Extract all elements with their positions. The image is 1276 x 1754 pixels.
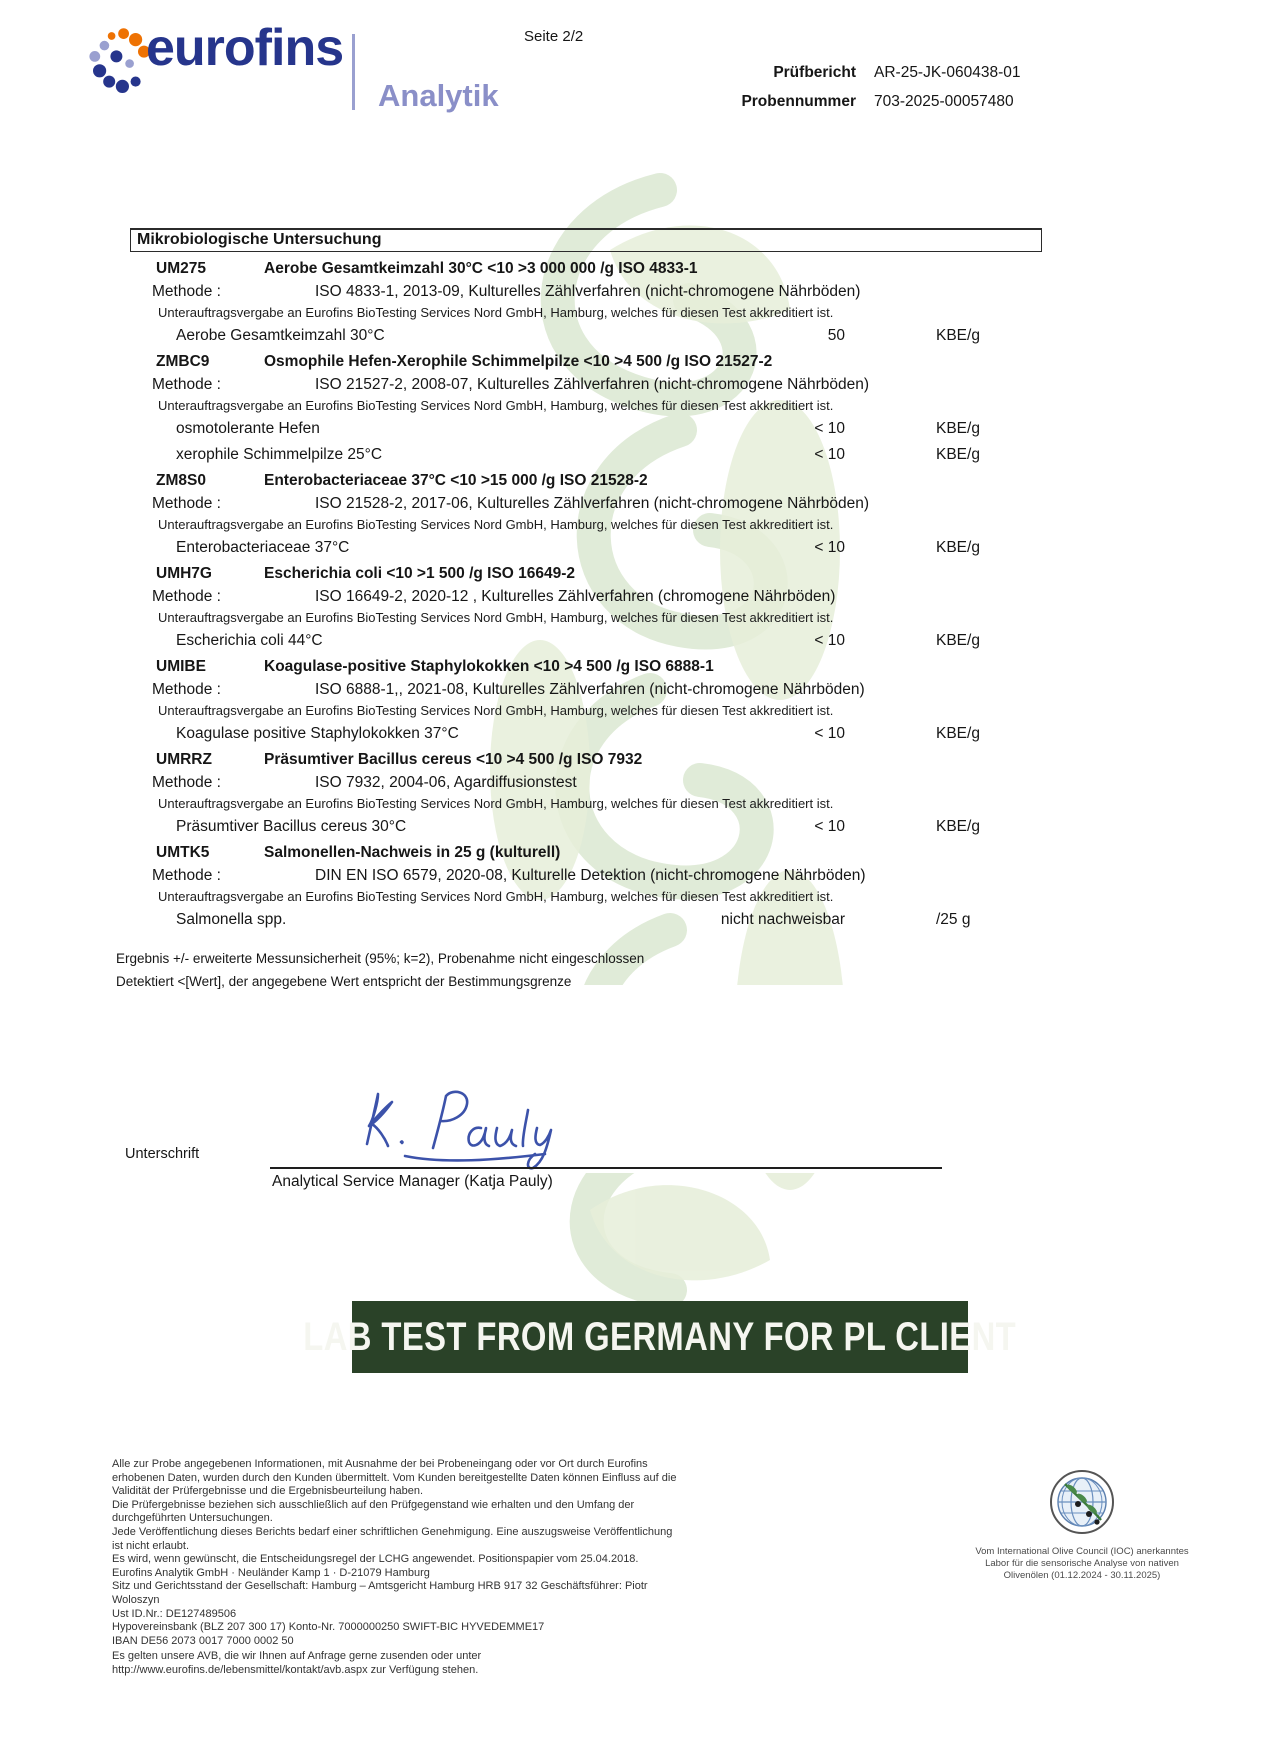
result-name: Präsumtiver Bacillus cereus 30°C	[176, 818, 407, 835]
analysis-title: Präsumtiver Bacillus cereus <10 >4 500 /g ISO 7932	[264, 751, 643, 768]
method-value: DIN EN ISO 6579, 2020-08, Kulturelle Detektion (nicht-chromogene Nährböden)	[315, 867, 866, 884]
report-id-label: Prüfbericht	[773, 64, 856, 81]
method-row	[130, 585, 1042, 608]
subcontract-note: Unterauftragsvergabe an Eurofins BioTesting Services Nord GmbH, Hamburg, welches für diesen Test akkreditiert ist.	[158, 517, 834, 532]
analysis-entry-header	[130, 748, 1042, 771]
result-row	[130, 721, 1042, 747]
section-title: Mikrobiologische Untersuchung	[130, 228, 1042, 252]
legal-footer	[112, 1458, 680, 1648]
ioc-note-line: Olivenölen (01.12.2024 - 30.11.2025)	[1003, 1570, 1161, 1581]
analysis-entry-header	[130, 257, 1042, 280]
result-unit: KBE/g	[936, 632, 980, 649]
ioc-seal-icon	[1045, 1468, 1119, 1538]
method-label: Methode :	[152, 588, 221, 605]
avb-link[interactable]: http://www.eurofins.de/lebensmittel/kontakt/avb.aspx zur Verfügung stehen.	[112, 1663, 479, 1676]
footer-paragraph: Jede Veröffentlichung dieses Berichts bedarf einer schriftlichen Genehmigung. Eine auszugsweise Veröffentlichung ist nicht erlaubt.	[112, 1525, 673, 1552]
method-row	[130, 492, 1042, 515]
result-value: < 10	[814, 446, 845, 463]
result-row	[130, 814, 1042, 840]
signature-label: Unterschrift	[125, 1146, 200, 1162]
subcontract-note: Unterauftragsvergabe an Eurofins BioTesting Services Nord GmbH, Hamburg, welches für diesen Test akkreditiert ist.	[158, 796, 834, 811]
result-unit: KBE/g	[936, 818, 980, 835]
result-name: Enterobacteriaceae 37°C	[176, 539, 350, 556]
result-value: < 10	[814, 420, 845, 437]
result-name: Escherichia coli 44°C	[176, 632, 323, 649]
result-value: 50	[827, 327, 845, 344]
analysis-title: Salmonellen-Nachweis in 25 g (kulturell)	[264, 844, 561, 861]
sample-number-label: Probennummer	[741, 93, 856, 110]
signature-handwriting-icon	[345, 1086, 605, 1171]
footnote-detection-limit: Detektiert <[Wert], der angegebene Wert entspricht der Bestimmungsgrenze	[116, 974, 572, 989]
result-value: < 10	[814, 539, 845, 556]
method-value: ISO 6888-1,, 2021-08, Kulturelles Zählverfahren (nicht-chromogene Nährböden)	[315, 681, 865, 698]
method-label: Methode :	[152, 283, 221, 300]
analysis-code: ZM8S0	[156, 472, 206, 489]
analysis-code: UM275	[156, 260, 206, 277]
result-name: Aerobe Gesamtkeimzahl 30°C	[176, 327, 385, 344]
result-unit: KBE/g	[936, 420, 980, 437]
result-value: < 10	[814, 818, 845, 835]
method-row	[130, 864, 1042, 887]
results-section	[116, 228, 1042, 993]
result-row	[130, 416, 1042, 442]
client-banner	[303, 1301, 1017, 1373]
subcontract-note: Unterauftragsvergabe an Eurofins BioTesting Services Nord GmbH, Hamburg, welches für diesen Test akkreditiert ist.	[158, 398, 834, 413]
analysis-title: Escherichia coli <10 >1 500 /g ISO 16649-2	[264, 565, 576, 582]
analysis-title: Aerobe Gesamtkeimzahl 30°C <10 >3 000 000 /g ISO 4833-1	[264, 260, 698, 277]
analysis-entry-header	[130, 469, 1042, 492]
analysis-entry-header	[130, 562, 1042, 585]
report-id-row	[620, 58, 1070, 87]
ioc-note-line: Vom International Olive Council (IOC) anerkanntes	[975, 1546, 1189, 1557]
footer-paragraph: Alle zur Probe angegebenen Informationen, mit Ausnahme der bei Probeneingang oder vor Ort durch Eurofins erhobenen Daten, wurden durch den Kunden übermittelt. Vom Kunden bereitgestellte Daten können Einfluss auf die Validität der Prüfergebnisse und die Ergebnisbeurteilung haben.	[112, 1458, 677, 1498]
signature-caption: Analytical Service Manager (Katja Pauly)	[272, 1173, 553, 1190]
analysis-entry-header	[130, 655, 1042, 678]
avb-note	[112, 1650, 680, 1677]
logo-divider	[352, 34, 355, 110]
method-row	[130, 373, 1042, 396]
analysis-code: UMIBE	[156, 658, 206, 675]
footer-registry-line: Sitz und Gerichtsstand der Gesellschaft: Hamburg – Amtsgericht Hamburg HRB 917 32 Geschäftsführer: Piotr Woloszyn	[112, 1580, 648, 1606]
footer-bank-line: Hypovereinsbank (BLZ 207 300 17) Konto-Nr. 7000000250 SWIFT-BIC HYVEDEMME17	[112, 1621, 545, 1634]
method-value: ISO 16649-2, 2020-12 , Kulturelles Zählverfahren (chromogene Nährböden)	[315, 588, 836, 605]
ioc-accreditation	[928, 1468, 1236, 1582]
result-unit: KBE/g	[936, 327, 980, 344]
subcontract-note: Unterauftragsvergabe an Eurofins BioTesting Services Nord GmbH, Hamburg, welches für diesen Test akkreditiert ist.	[158, 305, 834, 320]
method-row	[130, 280, 1042, 303]
result-unit: KBE/g	[936, 539, 980, 556]
method-label: Methode :	[152, 681, 221, 698]
subcontract-note: Unterauftragsvergabe an Eurofins BioTesting Services Nord GmbH, Hamburg, welches für diesen Test akkreditiert ist.	[158, 703, 834, 718]
method-label: Methode :	[152, 867, 221, 884]
result-row	[130, 535, 1042, 561]
analysis-entry-header	[130, 350, 1042, 373]
result-name: osmotolerante Hefen	[176, 420, 320, 437]
page-number: Seite 2/2	[524, 28, 584, 45]
footer-iban-line: IBAN DE56 2073 0017 7000 0002 50	[112, 1634, 294, 1647]
analysis-entry-header	[130, 841, 1042, 864]
signature-line	[270, 1167, 942, 1169]
report-id-value: AR-25-JK-060438-01	[874, 64, 1021, 81]
footer-paragraph: Es wird, wenn gewünscht, die Entscheidungsregel der LCHG angewendet. Positionspapier vom 25.04.2018.	[112, 1553, 639, 1566]
avb-line: Es gelten unsere AVB, die wir Ihnen auf Anfrage gerne zusenden oder unter	[112, 1650, 482, 1662]
analysis-title: Osmophile Hefen-Xerophile Schimmelpilze <10 >4 500 /g ISO 21527-2	[264, 353, 773, 370]
brand-subtitle: Analytik	[378, 78, 499, 113]
ioc-note-line: Labor für die sensorische Analyse von nativen	[985, 1558, 1179, 1569]
analysis-code: UMTK5	[156, 844, 210, 861]
footnotes	[116, 947, 1042, 993]
result-name: Salmonella spp.	[176, 911, 287, 928]
method-label: Methode :	[152, 376, 221, 393]
method-row	[130, 771, 1042, 794]
result-row	[130, 323, 1042, 349]
method-row	[130, 678, 1042, 701]
analysis-code: UMRRZ	[156, 751, 212, 768]
result-row	[130, 907, 1042, 933]
analysis-title: Enterobacteriaceae 37°C <10 >15 000 /g ISO 21528-2	[264, 472, 648, 489]
footer-company-line: Eurofins Analytik GmbH · Neuländer Kamp 1 · D-21079 Hamburg	[112, 1566, 430, 1579]
method-value: ISO 21528-2, 2017-06, Kulturelles Zählverfahren (nicht-chromogene Nährböden)	[315, 495, 870, 512]
report-references	[620, 58, 1070, 116]
footer-paragraph: Die Prüfergebnisse beziehen sich ausschließlich auf den Prüfgegenstand wie erhalten und den Umfang der durchgeführten Untersuchungen.	[112, 1498, 635, 1525]
result-value: < 10	[814, 725, 845, 742]
analysis-title: Koagulase-positive Staphylokokken <10 >4 500 /g ISO 6888-1	[264, 658, 714, 675]
sample-number-row	[620, 87, 1070, 116]
method-label: Methode :	[152, 774, 221, 791]
subcontract-note: Unterauftragsvergabe an Eurofins BioTesting Services Nord GmbH, Hamburg, welches für diesen Test akkreditiert ist.	[158, 610, 834, 625]
result-unit: /25 g	[936, 911, 971, 928]
result-name: xerophile Schimmelpilze 25°C	[176, 446, 383, 463]
method-value: ISO 4833-1, 2013-09, Kulturelles Zählverfahren (nicht-chromogene Nährböden)	[315, 283, 861, 300]
method-value: ISO 7932, 2004-06, Agardiffusionstest	[315, 774, 577, 791]
result-name: Koagulase positive Staphylokokken 37°C	[176, 725, 459, 742]
footnote-uncertainty: Ergebnis +/- erweiterte Messunsicherheit (95%; k=2), Probenahme nicht eingeschlossen	[116, 951, 645, 966]
result-value: < 10	[814, 632, 845, 649]
result-value: nicht nachweisbar	[720, 911, 845, 928]
result-row	[130, 628, 1042, 654]
result-unit: KBE/g	[936, 725, 980, 742]
analysis-code: UMH7G	[156, 565, 212, 582]
brand-wordmark: eurofins	[146, 19, 344, 77]
result-unit: KBE/g	[936, 446, 980, 463]
ioc-note	[928, 1546, 1236, 1582]
footer-vat-line: Ust ID.Nr.: DE127489506	[112, 1607, 237, 1620]
client-banner-text: LAB TEST FROM GERMANY FOR PL CLIENT	[303, 1314, 1017, 1359]
subcontract-note: Unterauftragsvergabe an Eurofins BioTesting Services Nord GmbH, Hamburg, welches für diesen Test akkreditiert ist.	[158, 889, 834, 904]
result-row	[130, 442, 1042, 468]
analysis-code: ZMBC9	[156, 353, 210, 370]
sample-number-value: 703-2025-00057480	[874, 93, 1014, 110]
method-label: Methode :	[152, 495, 221, 512]
method-value: ISO 21527-2, 2008-07, Kulturelles Zählverfahren (nicht-chromogene Nährböden)	[315, 376, 870, 393]
